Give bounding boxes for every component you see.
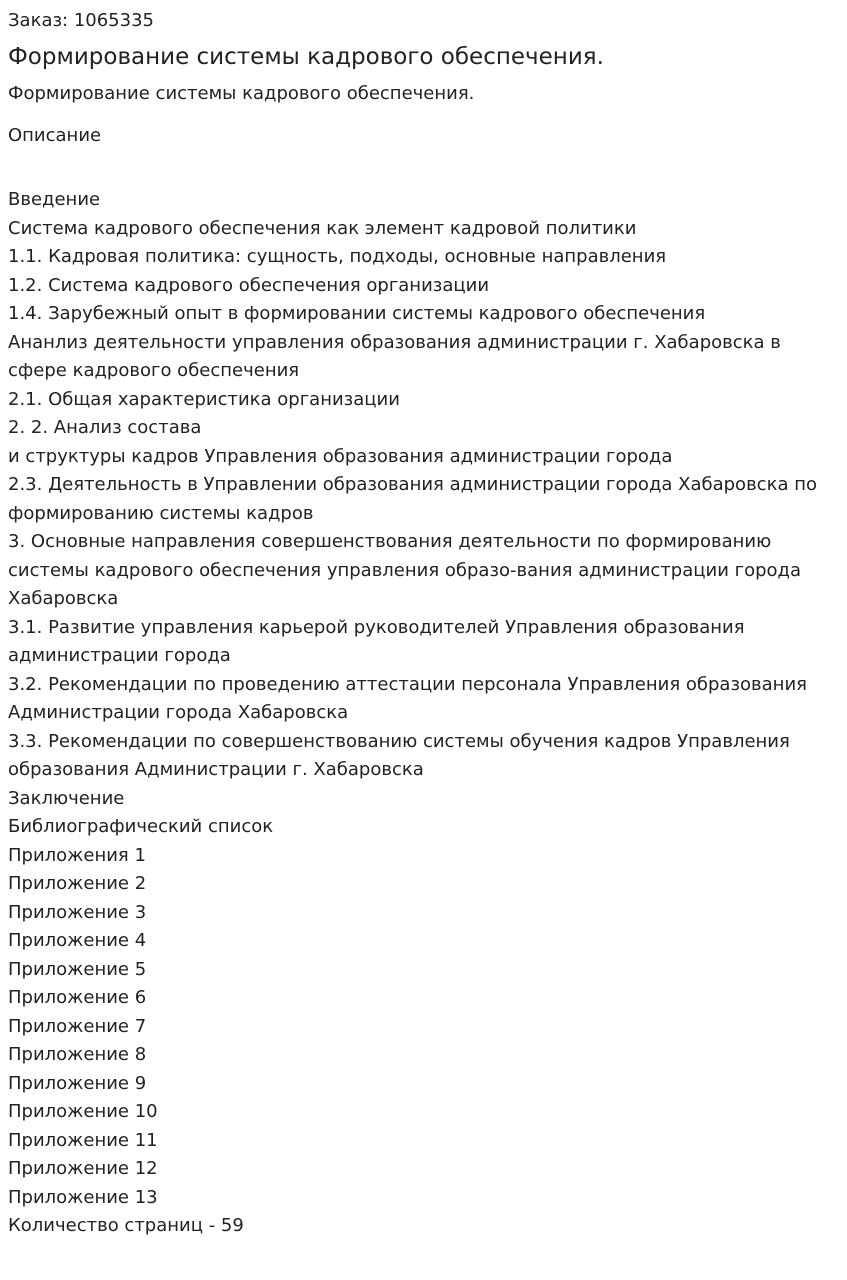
toc-item: Введение [8, 189, 101, 210]
description-label: Описание [8, 125, 102, 146]
toc-item: Приложение 3 [8, 901, 147, 923]
toc-item: 1.2. Система кадрового обеспечения организации [8, 274, 490, 296]
toc-item: Приложения 1 [8, 844, 146, 866]
toc-item: Приложение 4 [8, 930, 147, 951]
toc-item: Приложение 10 [8, 1101, 158, 1122]
toc-item: 1.1. Кадровая политика: сущность, подходы, основные направления [8, 246, 667, 267]
toc-item: Количество страниц - 59 [8, 1215, 244, 1236]
toc-item: 1.4. Зарубежный опыт в формировании системы кадрового обеспечения [8, 303, 706, 324]
toc-item: и структуры кадров Управления образования администрации города [8, 445, 673, 467]
toc-item: Система кадрового обеспечения как элемент кадровой политики [8, 217, 637, 239]
toc-item: 3. Основные направления совершенствования деятельности по формированию системы кадрового обеспечения управления образо-вания администрации города Хабаровска [8, 531, 802, 609]
toc-item: 3.2. Рекомендации по проведению аттестации персонала Управления образования Администрации города Хабаровска [8, 673, 807, 723]
toc-item: 3.1. Развитие управления карьерой руководителей Управления образования администрации города [8, 616, 745, 666]
page-title: Формирование системы кадрового обеспечения. [8, 44, 604, 70]
toc-item: Приложение 13 [8, 1186, 158, 1208]
toc-item: Приложение 6 [8, 987, 147, 1008]
toc-item: Приложение 11 [8, 1129, 158, 1151]
toc-item: Приложение 7 [8, 1015, 147, 1037]
order-number: Заказ: 1065335 [8, 10, 154, 31]
toc-item: Приложение 8 [8, 1044, 147, 1065]
toc-item: 2.3. Деятельность в Управлении образования администрации города Хабаровска по формированию системы кадров [8, 474, 817, 524]
toc-item: Приложение 5 [8, 958, 147, 980]
page-subtitle: Формирование системы кадрового обеспечения. [8, 83, 475, 104]
toc-item: 2. 2. Анализ состава [8, 417, 202, 438]
toc-item: Ананлиз деятельности управления образования администрации г. Хабаровска в сфере кадрового обеспечения [8, 331, 781, 381]
toc-item: Приложение 12 [8, 1158, 158, 1179]
toc-item: Приложение 2 [8, 873, 147, 894]
table-of-contents [8, 186, 839, 1241]
toc-item: Приложение 9 [8, 1072, 147, 1094]
toc-item: Заключение [8, 787, 125, 809]
toc-item: 2.1. Общая характеристика организации [8, 388, 400, 410]
toc-item: 3.3. Рекомендации по совершенствованию системы обучения кадров Управления образования Администрации г. Хабаровска [8, 730, 790, 780]
toc-item: Библиографический список [8, 816, 274, 837]
